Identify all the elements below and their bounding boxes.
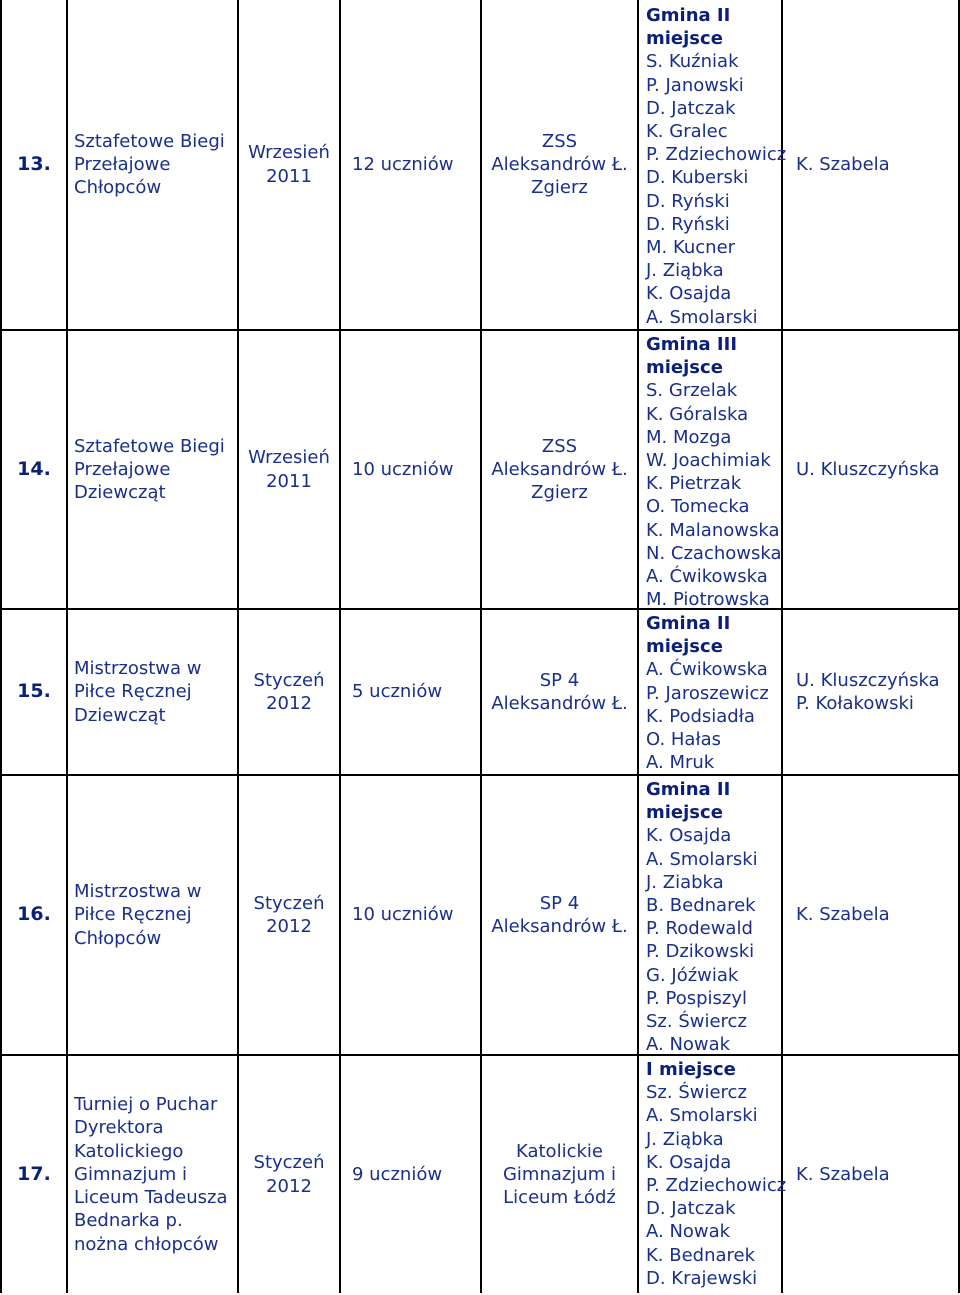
column-divider (339, 0, 341, 1293)
results-list: Gmina III miejsce S. Grzelak K. Góralska M. Mozga W. Joachimiak K. Pietrzak O. Tomecka K. Malanowska N. Czachowska A. Ćwikowska M. Piotrowska (646, 334, 782, 611)
participants-count: 12 uczniów (352, 153, 454, 175)
event-date: Styczeń 2012 (253, 1152, 325, 1197)
event-location: SP 4 Aleksandrów Ł. (491, 669, 628, 714)
participants-count: 10 uczniów (352, 904, 454, 926)
event-date: Styczeń 2012 (253, 892, 325, 937)
event-name: Sztafetowe Biegi Przełajowe Chłopców (74, 130, 225, 199)
event-date: Wrzesień 2011 (248, 142, 330, 187)
participants-count: 9 uczniów (352, 1163, 443, 1185)
column-divider (637, 0, 639, 1293)
participants-count: 10 uczniów (352, 458, 454, 480)
results-list: I miejsce Sz. Świercz A. Smolarski J. Ziąbka K. Osajda P. Zdziechowicz D. Jatczak A. Nowak K. Bednarek D. Krajewski (646, 1059, 787, 1289)
row-number: 13. (17, 152, 51, 175)
teacher-name: K. Szabela (796, 153, 890, 175)
row-number: 14. (17, 457, 51, 480)
event-location: ZSS Aleksandrów Ł. Zgierz (491, 435, 628, 504)
event-name: Turniej o Puchar Dyrektora Katolickiego Gimnazjum i Liceum Tadeusza Bednarka p. nożna chłopców (74, 1094, 228, 1255)
teacher-name: K. Szabela (796, 904, 890, 926)
results-list: Gmina II miejsce S. Kuźniak P. Janowski D. Jatczak K. Gralec P. Zdziechowicz D. Kuberski D. Ryński D. Ryński M. Kucner J. Ziąbka K. Osajda A. Smolarski (646, 5, 787, 328)
teacher-name: U. Kluszczyńska P. Kołakowski (796, 669, 940, 714)
teacher-name: K. Szabela (796, 1163, 890, 1185)
results-list: Gmina II miejsce A. Ćwikowska P. Jaroszewicz K. Podsiadła O. Hałas A. Mruk (646, 613, 769, 774)
row-number: 16. (17, 903, 51, 926)
event-name: Mistrzostwa w Piłce Ręcznej Chłopców (74, 881, 202, 949)
event-name: Sztafetowe Biegi Przełajowe Dziewcząt (74, 435, 225, 504)
event-location: Katolickie Gimnazjum i Liceum Łódź (502, 1140, 617, 1209)
event-name: Mistrzostwa w Piłce Ręcznej Dziewcząt (74, 658, 202, 726)
event-date: Wrzesień 2011 (248, 447, 330, 492)
event-location: ZSS Aleksandrów Ł. Zgierz (491, 130, 628, 199)
participants-count: 5 uczniów (352, 681, 443, 703)
event-location: SP 4 Aleksandrów Ł. (491, 892, 628, 937)
row-number: 17. (17, 1162, 51, 1185)
column-divider (66, 0, 68, 1293)
row-number: 15. (17, 680, 51, 703)
results-list: Gmina II miejsce K. Osajda A. Smolarski J. Ziabka B. Bednarek P. Rodewald P. Dzikowski G. Jóźwiak P. Pospiszyl Sz. Świercz A. Nowak (646, 779, 758, 1056)
event-date: Styczeń 2012 (253, 669, 325, 714)
teacher-name: U. Kluszczyńska (796, 458, 940, 480)
